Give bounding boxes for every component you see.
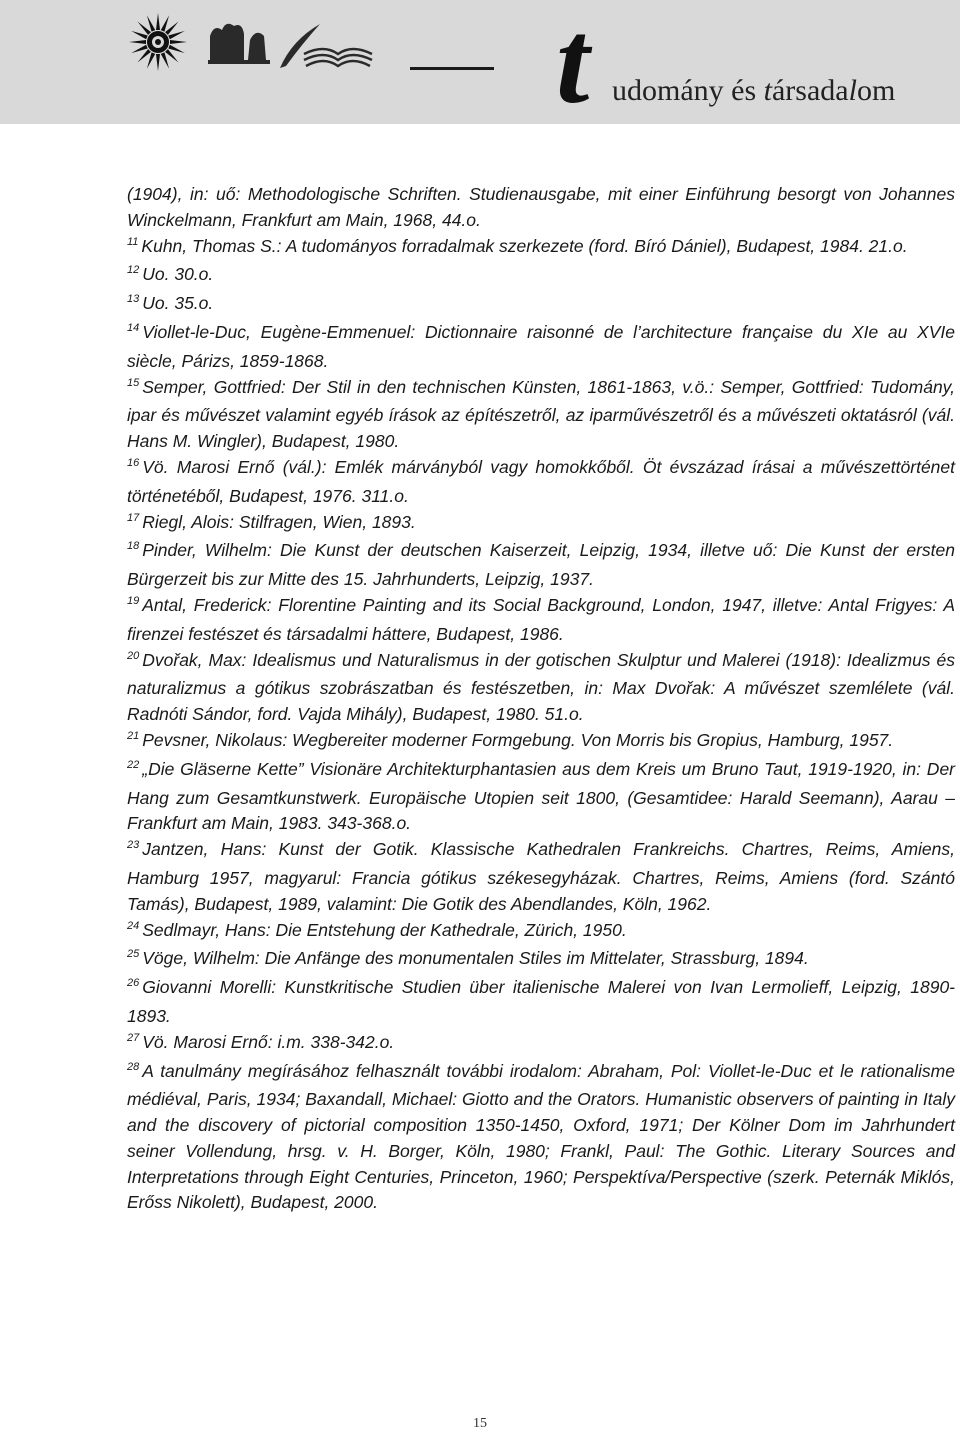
footnote: $^{18}$ Pinder, Wilhelm: Die Kunst der deutschen Kaiserzeit, Leipzig, 1934, illetve uő: Die Kunst der ersten Bürgerzeit bis zur Mitte des 15. Jahrhunderts, Leipzig, 1937.: [127, 540, 955, 590]
footnote: $^{15}$ Semper, Gottfried: Der Stil in den technischen Künsten, 1861-1863, v.ö.: Semper, Gottfried: Tudomány, ipar és művészet valamint egyéb írások az építészetről, az iparművészetről és a művészeti oktatásról (vál. Hans M. Wingler), Budapest, 1980.: [127, 376, 955, 452]
footnote: $^{21}$ Pevsner, Nikolaus: Wegbereiter moderner Formgebung. Von Morris bis Gropius, Hamburg, 1957.: [127, 729, 894, 750]
footnote: $^{14}$ Viollet-le-Duc, Eugène-Emmenuel: Dictionnaire raisonné de l’architecture française du XIe au XVIe siècle, Párizs, 1859-1868.: [127, 321, 955, 371]
journal-title: udomány és társadalom: [612, 74, 896, 107]
footnote: $^{25}$ Vöge, Wilhelm: Die Anfänge des monumentalen Stiles im Mittelater, Strassburg, 1894.: [127, 948, 809, 969]
ornament-logo-icon: [124, 10, 374, 74]
footnote: $^{22}$ „Die Gläserne Kette” Visionäre Architekturphantasien aus dem Kreis um Bruno Taut, 1919-1920, in: Der Hang zum Gesamtkunstwerk. Europäische Utopien seit 1800, (Gesamtidee: Harald Seemann), Aarau – Frankfurt am Main, 1983. 343-368.o.: [127, 758, 955, 834]
footnote: $^{11}$ Kuhn, Thomas S.: A tudományos forradalmak szerkezete (ford. Bíró Dániel), Budapest, 1984. 21.o.: [127, 235, 908, 256]
header-initial-letter: t: [556, 0, 588, 124]
footnote: $^{19}$ Antal, Frederick: Florentine Painting and its Social Background, London, 1947, illetve: Antal Frigyes: A firenzei festészet és társadalmi háttere, Budapest, 1986.: [127, 594, 955, 644]
footnote: $^{17}$ Riegl, Alois: Stilfragen, Wien, 1893.: [127, 511, 416, 532]
footnote: $^{28}$ A tanulmány megírásához felhasznált további irodalom: Abraham, Pol: Viollet-le-Duc et le rationalisme médiéval, Paris, 1934; Baxandall, Michael: Giotto and the Orators. Humanistic observers of painting in Italy and the discovery of pictorial composition 1350-1450, Oxford, 1971; Der Kölner Dom im Jahrhundert seiner Vollendung, hrsg. v. H. Borger, Köln, 1980; Frankl, Paul: The Gothic. Literary Sources and Interpretations through Eight Centuries, Princeton, 1960; Perspektíva/Perspective (szerk. Peternák Miklós, Erőss Nikolett), Budapest, 2000.: [127, 1060, 955, 1213]
footnote: $^{27}$ Vö. Marosi Ernő: i.m. 338-342.o.: [127, 1031, 395, 1052]
footnote: $^{16}$ Vö. Marosi Ernő (vál.): Emlék márványból vagy homokkőből. Öt évszázad írásai a művészettörténet történetéből, Budapest, 1976. 311.o.: [127, 456, 955, 506]
header-rule: [410, 67, 494, 70]
footnotes: [127, 182, 955, 1216]
page-number: 15: [473, 1416, 487, 1431]
footnote: $^{23}$ Jantzen, Hans: Kunst der Gotik. Klassische Kathedralen Frankreichs. Chartres, Reims, Amiens, Hamburg 1957, magyarul: Francia gótikus székesegyházak. Chartres, Reims, Amiens (ford. Szántó Tamás), Budapest, 1989, valamint: Die Gotik des Abendlandes, Köln, 1962.: [127, 839, 955, 914]
footnote: $^{13}$ Uo. 35.o.: [127, 293, 214, 314]
footnote: $^{12}$ Uo. 30.o.: [127, 264, 214, 285]
footnote: $^{20}$ Dvořak, Max: Idealismus und Naturalismus in der gotischen Skulptur und Malerei (1918): Idealizmus és naturalizmus a gótikus szobrászatban és festészetben, in: Max Dvořak: A művészet szemlélete (vál. Radnóti Sándor, ford. Vajda Mihály), Budapest, 1980. 51.o.: [127, 649, 955, 725]
page-header: [0, 0, 960, 124]
footnote: $^{26}$ Giovanni Morelli: Kunstkritische Studien über italienische Malerei von Ivan Lermolieff, Leipzig, 1890-1893.: [127, 977, 955, 1026]
footnote: (1904), in: uő: Methodologische Schriften. Studienausgabe, mit einer Einführung besorgt von Johannes Winckelmann, Frankfurt am Main, 1968, 44.o.: [127, 184, 955, 230]
footnote: $^{24}$ Sedlmayr, Hans: Die Entstehung der Kathedrale, Zürich, 1950.: [127, 919, 627, 940]
